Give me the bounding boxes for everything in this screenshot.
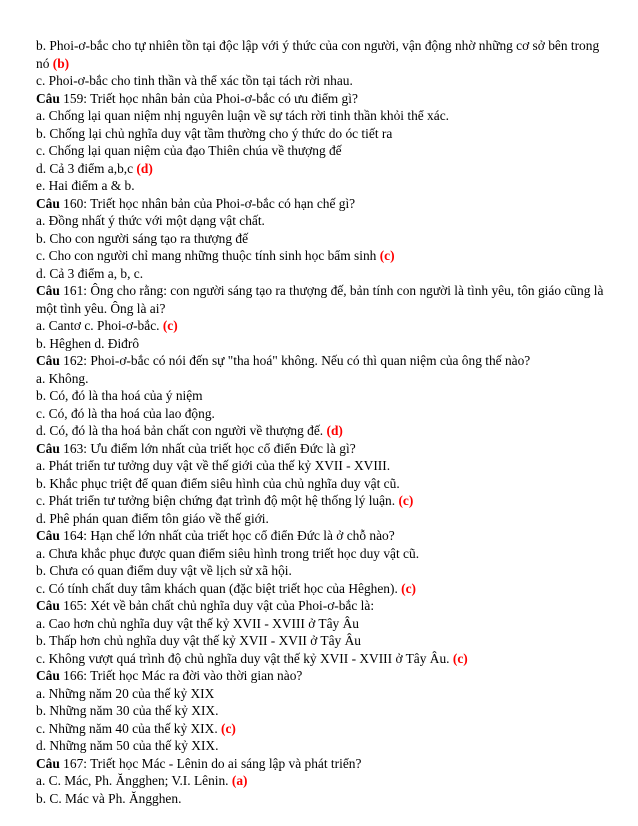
answer-marker: (c) xyxy=(452,650,468,666)
question-label: Câu xyxy=(36,283,60,298)
option-line xyxy=(36,632,608,650)
option-line xyxy=(36,387,608,405)
question-line xyxy=(36,282,608,317)
option-line xyxy=(36,37,608,72)
option-line xyxy=(36,457,608,475)
question-text: 167: Triết học Mác - Lênin do ai sáng lập và phát triển? xyxy=(59,755,362,771)
option-line xyxy=(36,125,608,143)
answer-marker: (c) xyxy=(401,580,417,596)
question-text: 160: Triết học nhân bản của Phoi-ơ-bắc có hạn chế gì? xyxy=(59,195,356,211)
option-text: b. Cho con người sáng tạo ra thượng đế xyxy=(36,230,249,246)
option-text: b. Chống lại chủ nghĩa duy vật tầm thường cho ý thức do óc tiết ra xyxy=(36,125,393,141)
question-line xyxy=(36,195,608,213)
option-line xyxy=(36,247,608,265)
document-body xyxy=(36,37,608,807)
option-text: c. Cho con người chỉ mang những thuộc tính sinh học bẩm sinh xyxy=(36,248,377,263)
option-text: a. Những năm 20 của thế kỷ XIX xyxy=(36,685,215,701)
option-text: d. Cả 3 điểm a, b, c. xyxy=(36,265,144,281)
question-label: Câu xyxy=(36,528,60,543)
option-line xyxy=(36,177,608,195)
option-line xyxy=(36,650,608,668)
option-text: a. Đồng nhất ý thức với một dạng vật chất. xyxy=(36,213,265,228)
option-line xyxy=(36,422,608,440)
option-line xyxy=(36,230,608,248)
question-line xyxy=(36,440,608,458)
answer-marker: (a) xyxy=(231,773,248,788)
option-text: a. Chống lại quan niệm nhị nguyên luận về sự tách rời tinh thần khỏi thể xác. xyxy=(36,108,449,123)
question-text: 164: Hạn chế lớn nhất của triết học cổ điển Đức là ở chỗ nào? xyxy=(59,528,395,543)
question-line xyxy=(36,667,608,685)
option-text: d. Có, đó là tha hoá bản chất con người về thượng đế. xyxy=(36,423,324,438)
option-line xyxy=(36,580,608,598)
option-text: a. C. Mác, Ph. Ăngghen; V.I. Lênin. xyxy=(36,773,229,788)
option-text: d. Cả 3 điểm a,b,c xyxy=(36,160,134,176)
answer-marker: (c) xyxy=(221,720,236,736)
option-text: a. Cao hơn chủ nghĩa duy vật thế kỷ XVII - XVIII ở Tây Âu xyxy=(36,615,359,631)
option-text: d. Những năm 50 của thế kỷ XIX. xyxy=(36,738,219,753)
option-text: b. C. Mác và Ph. Ăngghen. xyxy=(36,790,182,806)
option-line xyxy=(36,737,608,755)
option-text: b. Thấp hơn chủ nghĩa duy vật thế kỷ XVII - XVII ở Tây Âu xyxy=(36,633,361,648)
option-line xyxy=(36,492,608,510)
question-label: Câu xyxy=(36,353,60,368)
option-line xyxy=(36,772,608,790)
question-label: Câu xyxy=(36,668,60,683)
question-label: Câu xyxy=(36,195,60,211)
option-text: e. Hai điểm a & b. xyxy=(36,178,135,193)
question-text: 166: Triết học Mác ra đời vào thời gian nào? xyxy=(59,668,303,683)
option-text: b. Phoi-ơ-bắc cho tự nhiên tồn tại độc lập với ý thức của con người, vận động nhờ những cơ sở bên trong nó xyxy=(36,38,600,71)
option-line xyxy=(36,685,608,703)
option-line xyxy=(36,72,608,90)
answer-marker: (d) xyxy=(136,160,153,176)
option-text: b. Những năm 30 của thế kỷ XIX. xyxy=(36,703,219,718)
option-text: a. Chưa khắc phục được quan điểm siêu hình trong triết học duy vật cũ. xyxy=(36,545,420,561)
option-text: a. Phát triển tư tưởng duy vật về thế giới của thế kỷ XVII - XVIII. xyxy=(36,458,391,473)
question-label: Câu xyxy=(36,440,60,456)
option-text: d. Phê phán quan điểm tôn giáo về thế giới. xyxy=(36,510,269,526)
option-text: b. Khắc phục triệt để quan điểm siêu hình của chủ nghĩa duy vật cũ. xyxy=(36,475,400,491)
answer-marker: (b) xyxy=(52,55,70,71)
question-line xyxy=(36,90,608,108)
option-line xyxy=(36,160,608,178)
option-text: c. Những năm 40 của thế kỷ XIX. xyxy=(36,720,218,736)
question-label: Câu xyxy=(36,755,60,771)
option-line xyxy=(36,510,608,528)
option-line xyxy=(36,142,608,160)
option-text: b. Chưa có quan điểm duy vật về lịch sử xã hội. xyxy=(36,563,292,578)
option-text: c. Có tính chất duy tâm khách quan (đặc biệt triết học của Hêghen). xyxy=(36,580,398,596)
question-line xyxy=(36,755,608,773)
answer-marker: (c) xyxy=(162,318,178,333)
question-line xyxy=(36,352,608,370)
option-line xyxy=(36,265,608,283)
question-line xyxy=(36,597,608,615)
option-line xyxy=(36,545,608,563)
option-text: a. Cantơ c. Phoi-ơ-bắc. xyxy=(36,318,160,333)
option-line xyxy=(36,370,608,388)
option-text: a. Không. xyxy=(36,370,89,386)
option-line xyxy=(36,720,608,738)
question-text: 163: Ưu điểm lớn nhất của triết học cổ điển Đức là gì? xyxy=(59,440,356,456)
answer-marker: (d) xyxy=(326,423,343,438)
option-line xyxy=(36,562,608,580)
option-text: b. Có, đó là tha hoá của ý niệm xyxy=(36,388,203,403)
answer-marker: (c) xyxy=(379,248,395,263)
option-line xyxy=(36,212,608,230)
question-text: 165: Xét về bản chất chủ nghĩa duy vật của Phoi-ơ-bắc là: xyxy=(59,598,375,613)
option-line xyxy=(36,615,608,633)
option-text: c. Không vượt quá trình độ chủ nghĩa duy vật thế kỷ XVII - XVIII ở Tây Âu. xyxy=(36,650,450,666)
option-line xyxy=(36,317,608,335)
question-text: 162: Phoi-ơ-bắc có nói đến sự "tha hoá" không. Nếu có thì quan niệm của ông thế nào? xyxy=(59,353,531,368)
option-text: b. Hêghen d. Điđrô xyxy=(36,335,140,351)
option-line xyxy=(36,335,608,353)
question-label: Câu xyxy=(36,90,60,106)
question-label: Câu xyxy=(36,598,60,613)
question-line xyxy=(36,527,608,545)
option-line xyxy=(36,405,608,423)
option-line xyxy=(36,475,608,493)
option-text: c. Có, đó là tha hoá của lao động. xyxy=(36,405,215,421)
answer-marker: (c) xyxy=(398,493,414,508)
option-line xyxy=(36,702,608,720)
option-text: c. Chống lại quan niệm của đạo Thiên chúa về thượng đế xyxy=(36,143,342,158)
option-line xyxy=(36,107,608,125)
question-text: 159: Triết học nhân bản của Phoi-ơ-bắc có ưu điểm gì? xyxy=(59,90,358,106)
option-text: c. Phát triển tư tưởng biện chứng đạt trình độ một hệ thống lý luận. xyxy=(36,493,396,508)
question-text: 161: Ông cho rằng: con người sáng tạo ra thượng đế, bản tính con người là tình yêu, tôn giáo cũng là một tình yêu. Ông là ai? xyxy=(36,283,604,316)
option-line xyxy=(36,790,608,808)
option-text: c. Phoi-ơ-bắc cho tinh thần và thể xác tồn tại tách rời nhau. xyxy=(36,73,353,88)
